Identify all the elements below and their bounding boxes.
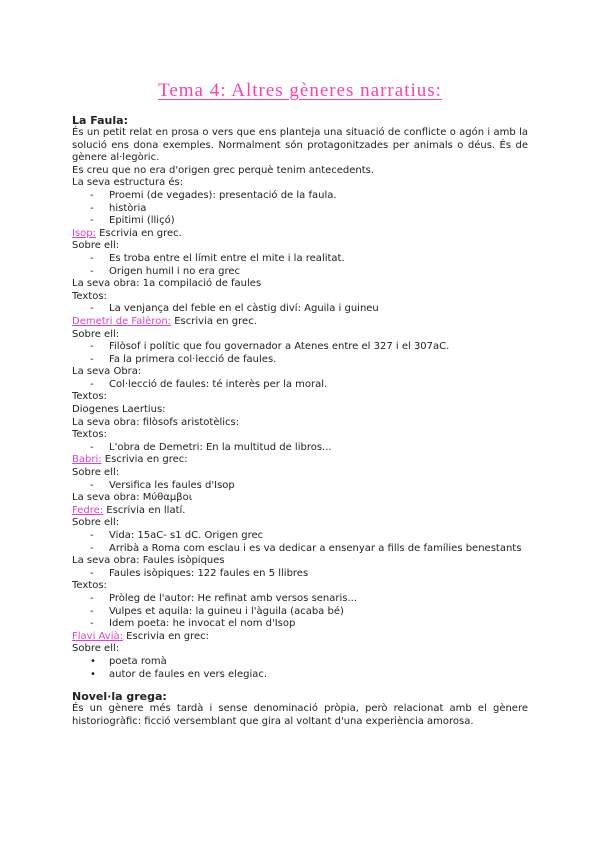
list-item: • autor de faules en vers elegiac. — [90, 668, 268, 680]
sobre-label: Sobre ell: — [72, 643, 120, 655]
list-item: - Vulpes et aquila: la guineu i l'àguila (acaba bé) — [90, 605, 344, 617]
list-item: - Origen humil i no era grec — [90, 265, 240, 277]
author-fedre: Fedre: Escrivia en llatí. — [72, 504, 186, 516]
page-title: Tema 4: Altres gèneres narratius: — [158, 80, 442, 101]
novel-intro: És un gènere més tardà i sense denominació pròpia, però relacionat amb el gènere historiogràfic: ficció versemblant que gira al voltant d'una experiència amorosa. — [72, 703, 528, 727]
list-item: - història — [90, 202, 147, 214]
faula-estructura-label: La seva estructura és: — [72, 177, 184, 189]
textos-label: Textos: — [72, 391, 107, 403]
author-isop: Isop: Escrivia en grec. — [72, 227, 182, 239]
list-item: - Arribà a Roma com esclau i es va dedicar a ensenyar a fills de famílies benestants — [90, 542, 522, 554]
textos-label: Textos: — [72, 429, 107, 441]
list-item: - La venjança del feble en el càstig diví: Aguila i guineu — [90, 303, 379, 315]
sobre-label: Sobre ell: — [72, 467, 120, 479]
list-item: - Proemi (de vegades): presentació de la faula. — [90, 189, 337, 201]
diogenes-line: Diogenes Laertius: — [72, 404, 166, 416]
textos-label: Textos: — [72, 290, 107, 302]
obra-line: La seva obra: Faules isòpiques — [72, 555, 225, 567]
faula-origen: Es creu que no era d'origen grec perquè tenim antecedents. — [72, 164, 375, 176]
list-item: - Es troba entre el límit entre el mite i la realitat. — [90, 252, 345, 264]
faula-intro: És un petit relat en prosa o vers que ens planteja una situació de conflicte o agón i amb la solució ens dona exemples. Normalment són protagonitzades per animals o déus. És de gènere al·legòric. — [72, 127, 528, 164]
textos-label: Textos: — [72, 580, 107, 592]
obra-line: La seva obra: filòsofs aristotèlics: — [72, 416, 240, 428]
list-item: - Idem poeta: he invocat el nom d'Isop — [90, 618, 296, 630]
author-demetri: Demetri de Falèron: Escrivia en grec. — [72, 315, 257, 327]
sobre-label: Sobre ell: — [72, 517, 120, 529]
author-name-fedre[interactable]: Fedre: — [72, 504, 104, 516]
list-item: - Versifica les faules d'Isop — [90, 479, 235, 491]
list-item: - Epitimi (lliçó) — [90, 215, 175, 227]
list-item: - Col·lecció de faules: té interès per la moral. — [90, 378, 328, 390]
author-name-demetri[interactable]: Demetri de Falèron: — [72, 315, 172, 327]
author-flavi: Flavi Avià: Escrivia en grec: — [72, 630, 210, 642]
author-name-flavi[interactable]: Flavi Avià: — [72, 630, 123, 642]
obra-line: La seva obra: 1a compilació de faules — [72, 278, 262, 290]
obra-line: La seva obra: Μύθαμβοι — [72, 492, 193, 504]
list-item: - Fa la primera col·lecció de faules. — [90, 353, 277, 365]
list-item: - Vida: 15aC- s1 dC. Origen grec — [90, 530, 264, 541]
list-item: - Filòsof i polític que fou governador a Atenes entre el 327 i el 307aC. — [90, 341, 450, 353]
section-heading-faula: La Faula: — [72, 114, 128, 127]
list-item: - Faules isòpiques: 122 faules en 5 llibres — [90, 567, 309, 579]
list-item: - L'obra de Demetri: En la multitud de libros... — [90, 441, 332, 453]
sobre-label: Sobre ell: — [72, 240, 120, 252]
document-body — [72, 114, 528, 728]
author-name-isop[interactable]: Isop: — [72, 227, 96, 239]
author-name-babri[interactable]: Babri: — [72, 454, 102, 466]
list-item: - Pròleg de l'autor: He refinat amb versos senaris... — [90, 592, 358, 604]
section-heading-novel: Novel·la grega: — [72, 690, 167, 704]
sobre-label: Sobre ell: — [72, 328, 120, 340]
obra-label: La seva Obra: — [72, 366, 142, 378]
list-item: • poeta romà — [90, 655, 167, 667]
author-babri: Babri: Escrivia en grec: — [72, 454, 188, 466]
